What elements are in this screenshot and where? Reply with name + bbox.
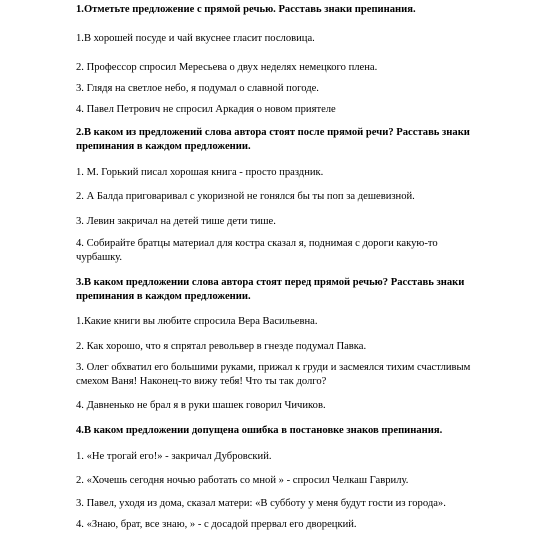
section-1-item-3: 3. Глядя на светлое небо, я подумал о славной погоде.	[76, 83, 319, 94]
section-1-heading: 1.Отметьте предложение с прямой речью. Расставь знаки препинания.	[76, 4, 416, 15]
section-2-item-4: 4. Собирайте братцы материал для костра сказал я, поднимая с дороги какую-то чурбашку.	[76, 238, 438, 263]
section-1-item-4: 4. Павел Петрович не спросил Аркадия о новом приятеле	[76, 104, 336, 115]
section-3-item-2: 2. Как хорошо, что я спрятал револьвер в гнезде подумал Павка.	[76, 341, 367, 352]
section-4-item-1: 1. «Не трогай его!» - закричал Дубровский.	[76, 451, 272, 462]
section-2-item-2: 2. А Балда приговаривал с укоризной не гонялся бы ты поп за дешевизной.	[76, 191, 415, 202]
section-2-heading: 2.В каком из предложений слова автора стоят после прямой речи? Расставь знаки препинания в каждом предложении.	[76, 127, 470, 152]
section-1-item-2: 2. Профессор спросил Мересьева о двух неделях немецкого плена.	[76, 62, 378, 73]
section-4-item-4: 4. «Знаю, брат, все знаю, » - с досадой прервал его дворецкий.	[76, 519, 357, 530]
section-3-item-1: 1.Какие книги вы любите спросила Вера Васильевна.	[76, 316, 318, 327]
section-2-item-1: 1. М. Горький писал хорошая книга - просто праздник.	[76, 167, 324, 178]
section-3-item-3: 3. Олег обхватил его большими руками, прижал к груди и засмеялся тихим счастливым смехом Ваня! Наконец-то вижу тебя! Что ты так долго?	[76, 362, 471, 387]
section-4-item-3: 3. Павел, уходя из дома, сказал матери: «В субботу у меня будут гости из города».	[76, 498, 446, 509]
section-4-heading: 4.В каком предложении допущена ошибка в постановке знаков препинания.	[76, 425, 443, 436]
section-3-item-4: 4. Давненько не брал я в руки шашек говорил Чичиков.	[76, 400, 326, 411]
section-1-item-1: 1.В хорошей посуде и чай вкуснее гласит пословица.	[76, 33, 315, 44]
section-2-item-3: 3. Левин закричал на детей тише дети тише.	[76, 216, 276, 227]
section-4-item-2: 2. «Хочешь сегодня ночью работать со мной » - спросил Челкаш Гаврилу.	[76, 475, 409, 486]
section-3-heading: 3.В каком предложении слова автора стоят перед прямой речью? Расставь знаки препинания в каждом предложении.	[76, 277, 465, 302]
